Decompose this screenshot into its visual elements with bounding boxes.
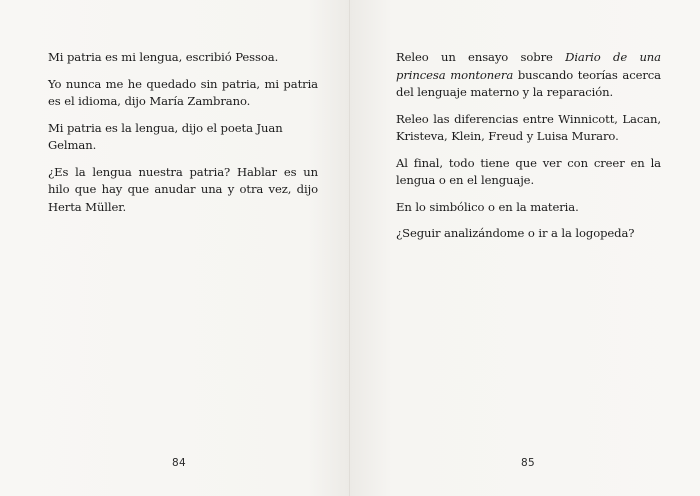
book-title-italic: Diario de una princesa montonera [396,50,661,82]
paragraph-gelman: Mi patria es la lengua, dijo el poeta Juan Gelman. [48,120,283,152]
page-number-left: 84 [172,457,186,469]
paragraph-ensayo-before: Releo un ensayo sobre [396,50,566,64]
paragraph-ensayo [396,49,661,102]
paragraph-ensayo-after: buscando teorías acerca del lenguaje materno y la reparación. [396,67,661,99]
paragraph-simbolico: En lo simbólico o en la materia. [396,199,579,214]
left-page-text [48,49,318,225]
paragraph-diferencias: Releo las diferencias entre Winnicott, Lacan, Kristeva, Klein, Freud y Luisa Muraro. [396,111,661,143]
right-page-text [396,49,661,252]
right-page [350,0,700,496]
paragraph-zambrano: Yo nunca me he quedado sin patria, mi patria es el idioma, dijo María Zambrano. [48,76,318,108]
paragraph-pessoa: Mi patria es mi lengua, escribió Pessoa. [48,50,279,64]
paragraph-logopeda: ¿Seguir analizándome o ir a la logopeda? [396,226,635,240]
paragraph-creer: Al final, todo tiene que ver con creer en la lengua o en el lenguaje. [396,155,661,187]
paragraph-muller: ¿Es la lengua nuestra patria? Hablar es un hilo que hay que anudar una y otra vez, dijo Herta Müller. [48,164,318,214]
page-number-right: 85 [521,457,535,469]
